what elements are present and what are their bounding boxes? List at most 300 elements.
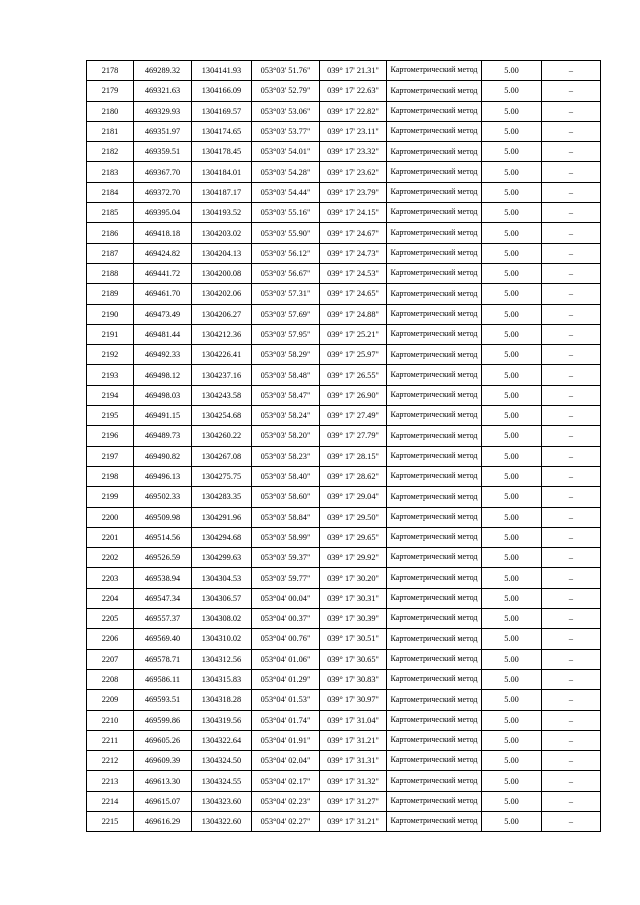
table-row	[87, 507, 601, 527]
method-cell: Картометрический метод	[387, 710, 482, 730]
longitude-cell: 039° 17' 24.15"	[320, 203, 387, 223]
y-coordinate-cell: 1304187.17	[192, 182, 252, 202]
method-cell: Картометрический метод	[387, 304, 482, 324]
table-row	[87, 81, 601, 101]
note-cell: –	[542, 385, 601, 405]
table-row	[87, 406, 601, 426]
note-cell: –	[542, 751, 601, 771]
point-number-cell: 2189	[87, 284, 134, 304]
point-number-cell: 2207	[87, 649, 134, 669]
y-coordinate-cell: 1304267.08	[192, 446, 252, 466]
table-row	[87, 203, 601, 223]
point-number-cell: 2212	[87, 751, 134, 771]
note-cell: –	[542, 324, 601, 344]
accuracy-cell: 5.00	[482, 142, 542, 162]
longitude-cell: 039° 17' 30.65"	[320, 649, 387, 669]
point-number-cell: 2198	[87, 466, 134, 486]
longitude-cell: 039° 17' 22.82"	[320, 101, 387, 121]
x-coordinate-cell: 469473.49	[134, 304, 192, 324]
note-cell: –	[542, 588, 601, 608]
point-number-cell: 2211	[87, 730, 134, 750]
x-coordinate-cell: 469502.33	[134, 487, 192, 507]
note-cell: –	[542, 669, 601, 689]
point-number-cell: 2179	[87, 81, 134, 101]
method-cell: Картометрический метод	[387, 406, 482, 426]
note-cell: –	[542, 649, 601, 669]
note-cell: –	[542, 690, 601, 710]
method-cell: Картометрический метод	[387, 568, 482, 588]
point-number-cell: 2184	[87, 182, 134, 202]
table-row	[87, 223, 601, 243]
x-coordinate-cell: 469481.44	[134, 324, 192, 344]
longitude-cell: 039° 17' 26.55"	[320, 365, 387, 385]
longitude-cell: 039° 17' 29.65"	[320, 527, 387, 547]
method-cell: Картометрический метод	[387, 446, 482, 466]
accuracy-cell: 5.00	[482, 527, 542, 547]
x-coordinate-cell: 469514.56	[134, 527, 192, 547]
note-cell: –	[542, 629, 601, 649]
latitude-cell: 053°04' 02.04"	[252, 751, 320, 771]
note-cell: –	[542, 487, 601, 507]
point-number-cell: 2181	[87, 121, 134, 141]
accuracy-cell: 5.00	[482, 406, 542, 426]
latitude-cell: 053°04' 01.53"	[252, 690, 320, 710]
method-cell: Картометрический метод	[387, 324, 482, 344]
y-coordinate-cell: 1304141.93	[192, 61, 252, 81]
method-cell: Картометрический метод	[387, 548, 482, 568]
method-cell: Картометрический метод	[387, 142, 482, 162]
method-cell: Картометрический метод	[387, 426, 482, 446]
latitude-cell: 053°04' 01.06"	[252, 649, 320, 669]
method-cell: Картометрический метод	[387, 649, 482, 669]
accuracy-cell: 5.00	[482, 751, 542, 771]
point-number-cell: 2191	[87, 324, 134, 344]
latitude-cell: 053°03' 58.84"	[252, 507, 320, 527]
longitude-cell: 039° 17' 23.79"	[320, 182, 387, 202]
table-row	[87, 771, 601, 791]
x-coordinate-cell: 469616.29	[134, 811, 192, 831]
y-coordinate-cell: 1304226.41	[192, 345, 252, 365]
method-cell: Картометрический метод	[387, 81, 482, 101]
longitude-cell: 039° 17' 27.49"	[320, 406, 387, 426]
method-cell: Картометрический метод	[387, 730, 482, 750]
y-coordinate-cell: 1304318.28	[192, 690, 252, 710]
longitude-cell: 039° 17' 28.62"	[320, 466, 387, 486]
longitude-cell: 039° 17' 31.27"	[320, 791, 387, 811]
point-number-cell: 2206	[87, 629, 134, 649]
y-coordinate-cell: 1304243.58	[192, 385, 252, 405]
point-number-cell: 2204	[87, 588, 134, 608]
method-cell: Картометрический метод	[387, 284, 482, 304]
note-cell: –	[542, 466, 601, 486]
accuracy-cell: 5.00	[482, 669, 542, 689]
coordinates-table	[86, 60, 601, 832]
x-coordinate-cell: 469609.39	[134, 751, 192, 771]
longitude-cell: 039° 17' 24.67"	[320, 223, 387, 243]
x-coordinate-cell: 469578.71	[134, 649, 192, 669]
latitude-cell: 053°03' 56.12"	[252, 243, 320, 263]
x-coordinate-cell: 469615.07	[134, 791, 192, 811]
method-cell: Картометрический метод	[387, 121, 482, 141]
latitude-cell: 053°03' 58.20"	[252, 426, 320, 446]
latitude-cell: 053°03' 58.47"	[252, 385, 320, 405]
y-coordinate-cell: 1304322.64	[192, 730, 252, 750]
y-coordinate-cell: 1304166.09	[192, 81, 252, 101]
point-number-cell: 2190	[87, 304, 134, 324]
accuracy-cell: 5.00	[482, 121, 542, 141]
x-coordinate-cell: 469498.03	[134, 385, 192, 405]
y-coordinate-cell: 1304294.68	[192, 527, 252, 547]
note-cell: –	[542, 730, 601, 750]
table-body	[87, 61, 601, 832]
x-coordinate-cell: 469498.12	[134, 365, 192, 385]
point-number-cell: 2187	[87, 243, 134, 263]
point-number-cell: 2205	[87, 609, 134, 629]
note-cell: –	[542, 304, 601, 324]
table-row	[87, 263, 601, 283]
table-row	[87, 669, 601, 689]
note-cell: –	[542, 243, 601, 263]
x-coordinate-cell: 469526.59	[134, 548, 192, 568]
accuracy-cell: 5.00	[482, 304, 542, 324]
method-cell: Картометрический метод	[387, 629, 482, 649]
accuracy-cell: 5.00	[482, 609, 542, 629]
latitude-cell: 053°04' 02.17"	[252, 771, 320, 791]
latitude-cell: 053°03' 54.01"	[252, 142, 320, 162]
table-row	[87, 811, 601, 831]
note-cell: –	[542, 791, 601, 811]
accuracy-cell: 5.00	[482, 507, 542, 527]
accuracy-cell: 5.00	[482, 263, 542, 283]
y-coordinate-cell: 1304203.02	[192, 223, 252, 243]
accuracy-cell: 5.00	[482, 649, 542, 669]
y-coordinate-cell: 1304174.65	[192, 121, 252, 141]
note-cell: –	[542, 223, 601, 243]
y-coordinate-cell: 1304283.35	[192, 487, 252, 507]
note-cell: –	[542, 162, 601, 182]
note-cell: –	[542, 81, 601, 101]
y-coordinate-cell: 1304322.60	[192, 811, 252, 831]
accuracy-cell: 5.00	[482, 385, 542, 405]
x-coordinate-cell: 469547.34	[134, 588, 192, 608]
note-cell: –	[542, 284, 601, 304]
longitude-cell: 039° 17' 31.32"	[320, 771, 387, 791]
x-coordinate-cell: 469538.94	[134, 568, 192, 588]
x-coordinate-cell: 469321.63	[134, 81, 192, 101]
note-cell: –	[542, 142, 601, 162]
accuracy-cell: 5.00	[482, 426, 542, 446]
latitude-cell: 053°03' 58.23"	[252, 446, 320, 466]
point-number-cell: 2195	[87, 406, 134, 426]
accuracy-cell: 5.00	[482, 487, 542, 507]
table-row	[87, 609, 601, 629]
table-row	[87, 345, 601, 365]
longitude-cell: 039° 17' 25.97"	[320, 345, 387, 365]
y-coordinate-cell: 1304237.16	[192, 365, 252, 385]
x-coordinate-cell: 469496.13	[134, 466, 192, 486]
table-row	[87, 121, 601, 141]
table-row	[87, 142, 601, 162]
latitude-cell: 053°04' 02.23"	[252, 791, 320, 811]
accuracy-cell: 5.00	[482, 548, 542, 568]
point-number-cell: 2182	[87, 142, 134, 162]
x-coordinate-cell: 469424.82	[134, 243, 192, 263]
method-cell: Картометрический метод	[387, 101, 482, 121]
table-row	[87, 365, 601, 385]
y-coordinate-cell: 1304291.96	[192, 507, 252, 527]
latitude-cell: 053°04' 01.29"	[252, 669, 320, 689]
note-cell: –	[542, 203, 601, 223]
x-coordinate-cell: 469359.51	[134, 142, 192, 162]
table-row	[87, 324, 601, 344]
latitude-cell: 053°03' 54.28"	[252, 162, 320, 182]
note-cell: –	[542, 182, 601, 202]
y-coordinate-cell: 1304319.56	[192, 710, 252, 730]
table-row	[87, 182, 601, 202]
x-coordinate-cell: 469613.30	[134, 771, 192, 791]
y-coordinate-cell: 1304169.57	[192, 101, 252, 121]
point-number-cell: 2183	[87, 162, 134, 182]
point-number-cell: 2185	[87, 203, 134, 223]
x-coordinate-cell: 469461.70	[134, 284, 192, 304]
note-cell: –	[542, 548, 601, 568]
x-coordinate-cell: 469489.73	[134, 426, 192, 446]
note-cell: –	[542, 61, 601, 81]
latitude-cell: 053°03' 57.95"	[252, 324, 320, 344]
longitude-cell: 039° 17' 30.83"	[320, 669, 387, 689]
table-row	[87, 101, 601, 121]
note-cell: –	[542, 710, 601, 730]
note-cell: –	[542, 426, 601, 446]
accuracy-cell: 5.00	[482, 466, 542, 486]
y-coordinate-cell: 1304306.57	[192, 588, 252, 608]
table-row	[87, 629, 601, 649]
longitude-cell: 039° 17' 29.92"	[320, 548, 387, 568]
table-row	[87, 243, 601, 263]
note-cell: –	[542, 527, 601, 547]
latitude-cell: 053°04' 00.37"	[252, 609, 320, 629]
latitude-cell: 053°03' 58.40"	[252, 466, 320, 486]
method-cell: Картометрический метод	[387, 182, 482, 202]
accuracy-cell: 5.00	[482, 730, 542, 750]
y-coordinate-cell: 1304315.83	[192, 669, 252, 689]
x-coordinate-cell: 469289.32	[134, 61, 192, 81]
point-number-cell: 2203	[87, 568, 134, 588]
longitude-cell: 039° 17' 30.97"	[320, 690, 387, 710]
method-cell: Картометрический метод	[387, 588, 482, 608]
latitude-cell: 053°04' 01.74"	[252, 710, 320, 730]
point-number-cell: 2215	[87, 811, 134, 831]
point-number-cell: 2197	[87, 446, 134, 466]
point-number-cell: 2186	[87, 223, 134, 243]
point-number-cell: 2178	[87, 61, 134, 81]
y-coordinate-cell: 1304204.13	[192, 243, 252, 263]
method-cell: Картометрический метод	[387, 811, 482, 831]
method-cell: Картометрический метод	[387, 669, 482, 689]
longitude-cell: 039° 17' 24.88"	[320, 304, 387, 324]
table-row	[87, 649, 601, 669]
accuracy-cell: 5.00	[482, 284, 542, 304]
accuracy-cell: 5.00	[482, 629, 542, 649]
y-coordinate-cell: 1304324.55	[192, 771, 252, 791]
x-coordinate-cell: 469599.86	[134, 710, 192, 730]
table-row	[87, 162, 601, 182]
longitude-cell: 039° 17' 24.65"	[320, 284, 387, 304]
accuracy-cell: 5.00	[482, 243, 542, 263]
method-cell: Картометрический метод	[387, 527, 482, 547]
note-cell: –	[542, 101, 601, 121]
y-coordinate-cell: 1304275.75	[192, 466, 252, 486]
table-row	[87, 304, 601, 324]
method-cell: Картометрический метод	[387, 162, 482, 182]
accuracy-cell: 5.00	[482, 588, 542, 608]
note-cell: –	[542, 345, 601, 365]
x-coordinate-cell: 469372.70	[134, 182, 192, 202]
method-cell: Картометрический метод	[387, 243, 482, 263]
accuracy-cell: 5.00	[482, 710, 542, 730]
table-row	[87, 730, 601, 750]
longitude-cell: 039° 17' 22.63"	[320, 81, 387, 101]
table-row	[87, 527, 601, 547]
accuracy-cell: 5.00	[482, 182, 542, 202]
x-coordinate-cell: 469605.26	[134, 730, 192, 750]
x-coordinate-cell: 469395.04	[134, 203, 192, 223]
accuracy-cell: 5.00	[482, 568, 542, 588]
method-cell: Картометрический метод	[387, 771, 482, 791]
y-coordinate-cell: 1304206.27	[192, 304, 252, 324]
y-coordinate-cell: 1304178.45	[192, 142, 252, 162]
y-coordinate-cell: 1304323.60	[192, 791, 252, 811]
latitude-cell: 053°03' 54.44"	[252, 182, 320, 202]
accuracy-cell: 5.00	[482, 446, 542, 466]
longitude-cell: 039° 17' 30.39"	[320, 609, 387, 629]
y-coordinate-cell: 1304184.01	[192, 162, 252, 182]
point-number-cell: 2196	[87, 426, 134, 446]
latitude-cell: 053°03' 57.69"	[252, 304, 320, 324]
latitude-cell: 053°03' 53.06"	[252, 101, 320, 121]
point-number-cell: 2202	[87, 548, 134, 568]
longitude-cell: 039° 17' 23.62"	[320, 162, 387, 182]
accuracy-cell: 5.00	[482, 791, 542, 811]
longitude-cell: 039° 17' 21.31"	[320, 61, 387, 81]
latitude-cell: 053°03' 58.99"	[252, 527, 320, 547]
longitude-cell: 039° 17' 23.32"	[320, 142, 387, 162]
x-coordinate-cell: 469569.40	[134, 629, 192, 649]
latitude-cell: 053°03' 51.76"	[252, 61, 320, 81]
latitude-cell: 053°03' 53.77"	[252, 121, 320, 141]
note-cell: –	[542, 568, 601, 588]
x-coordinate-cell: 469491.15	[134, 406, 192, 426]
note-cell: –	[542, 365, 601, 385]
y-coordinate-cell: 1304212.36	[192, 324, 252, 344]
x-coordinate-cell: 469586.11	[134, 669, 192, 689]
accuracy-cell: 5.00	[482, 223, 542, 243]
table-row	[87, 690, 601, 710]
latitude-cell: 053°03' 55.90"	[252, 223, 320, 243]
table-row	[87, 446, 601, 466]
point-number-cell: 2201	[87, 527, 134, 547]
longitude-cell: 039° 17' 24.73"	[320, 243, 387, 263]
accuracy-cell: 5.00	[482, 811, 542, 831]
latitude-cell: 053°03' 58.48"	[252, 365, 320, 385]
method-cell: Картометрический метод	[387, 466, 482, 486]
latitude-cell: 053°04' 00.76"	[252, 629, 320, 649]
table-row	[87, 466, 601, 486]
accuracy-cell: 5.00	[482, 162, 542, 182]
y-coordinate-cell: 1304308.02	[192, 609, 252, 629]
longitude-cell: 039° 17' 31.21"	[320, 811, 387, 831]
x-coordinate-cell: 469367.70	[134, 162, 192, 182]
latitude-cell: 053°03' 58.24"	[252, 406, 320, 426]
x-coordinate-cell: 469509.98	[134, 507, 192, 527]
table-row	[87, 284, 601, 304]
latitude-cell: 053°03' 55.16"	[252, 203, 320, 223]
point-number-cell: 2180	[87, 101, 134, 121]
point-number-cell: 2200	[87, 507, 134, 527]
latitude-cell: 053°03' 59.77"	[252, 568, 320, 588]
table-row	[87, 487, 601, 507]
note-cell: –	[542, 406, 601, 426]
method-cell: Картометрический метод	[387, 791, 482, 811]
x-coordinate-cell: 469351.97	[134, 121, 192, 141]
point-number-cell: 2192	[87, 345, 134, 365]
table-row	[87, 568, 601, 588]
point-number-cell: 2188	[87, 263, 134, 283]
note-cell: –	[542, 609, 601, 629]
longitude-cell: 039° 17' 30.20"	[320, 568, 387, 588]
accuracy-cell: 5.00	[482, 203, 542, 223]
point-number-cell: 2214	[87, 791, 134, 811]
longitude-cell: 039° 17' 29.04"	[320, 487, 387, 507]
accuracy-cell: 5.00	[482, 771, 542, 791]
longitude-cell: 039° 17' 31.31"	[320, 751, 387, 771]
x-coordinate-cell: 469418.18	[134, 223, 192, 243]
point-number-cell: 2213	[87, 771, 134, 791]
longitude-cell: 039° 17' 31.21"	[320, 730, 387, 750]
accuracy-cell: 5.00	[482, 345, 542, 365]
y-coordinate-cell: 1304304.53	[192, 568, 252, 588]
note-cell: –	[542, 811, 601, 831]
method-cell: Картометрический метод	[387, 751, 482, 771]
method-cell: Картометрический метод	[387, 365, 482, 385]
table-row	[87, 710, 601, 730]
table-row	[87, 426, 601, 446]
latitude-cell: 053°03' 59.37"	[252, 548, 320, 568]
y-coordinate-cell: 1304202.06	[192, 284, 252, 304]
table-row	[87, 61, 601, 81]
point-number-cell: 2199	[87, 487, 134, 507]
latitude-cell: 053°04' 01.91"	[252, 730, 320, 750]
method-cell: Картометрический метод	[387, 487, 482, 507]
longitude-cell: 039° 17' 25.21"	[320, 324, 387, 344]
method-cell: Картометрический метод	[387, 203, 482, 223]
x-coordinate-cell: 469329.93	[134, 101, 192, 121]
table-row	[87, 385, 601, 405]
point-number-cell: 2194	[87, 385, 134, 405]
table-row	[87, 548, 601, 568]
method-cell: Картометрический метод	[387, 263, 482, 283]
longitude-cell: 039° 17' 27.79"	[320, 426, 387, 446]
longitude-cell: 039° 17' 30.31"	[320, 588, 387, 608]
accuracy-cell: 5.00	[482, 365, 542, 385]
point-number-cell: 2193	[87, 365, 134, 385]
y-coordinate-cell: 1304193.52	[192, 203, 252, 223]
latitude-cell: 053°04' 02.27"	[252, 811, 320, 831]
longitude-cell: 039° 17' 28.15"	[320, 446, 387, 466]
y-coordinate-cell: 1304254.68	[192, 406, 252, 426]
y-coordinate-cell: 1304260.22	[192, 426, 252, 446]
note-cell: –	[542, 507, 601, 527]
